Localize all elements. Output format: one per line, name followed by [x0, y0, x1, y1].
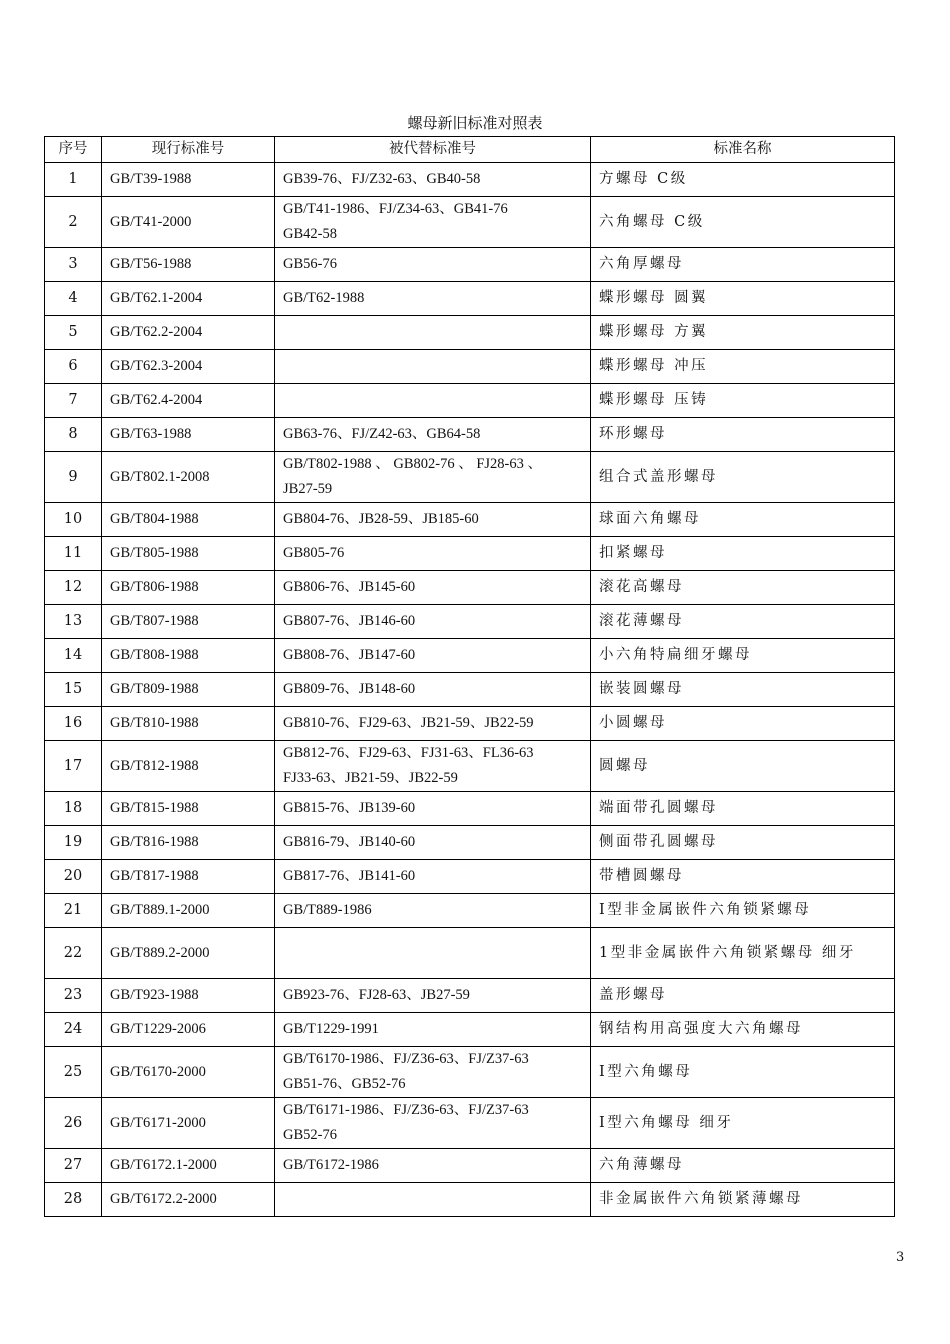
cell-replaced-standard: GB808-76、JB147-60 [275, 639, 591, 673]
cell-standard-name: 圆螺母 [591, 741, 895, 792]
cell-replaced-standard: GB804-76、JB28-59、JB185-60 [275, 503, 591, 537]
cell-replaced-standard [275, 316, 591, 350]
cell-standard-name: 方螺母 C级 [591, 163, 895, 197]
cell-serial: 3 [45, 248, 102, 282]
cell-serial: 8 [45, 418, 102, 452]
table-row [45, 1183, 895, 1217]
cell-current-standard: GB/T809-1988 [102, 673, 275, 707]
cell-replaced-standard [275, 1183, 591, 1217]
cell-replaced-standard: GB810-76、FJ29-63、JB21-59、JB22-59 [275, 707, 591, 741]
cell-serial: 24 [45, 1013, 102, 1047]
cell-standard-name: 盖形螺母 [591, 979, 895, 1013]
cell-standard-name: Ⅰ型非金属嵌件六角锁紧螺母 [591, 894, 895, 928]
cell-standard-name: 端面带孔圆螺母 [591, 792, 895, 826]
cell-standard-name: 滚花薄螺母 [591, 605, 895, 639]
cell-serial: 26 [45, 1098, 102, 1149]
cell-serial: 1 [45, 163, 102, 197]
cell-serial: 25 [45, 1047, 102, 1098]
table-row [45, 979, 895, 1013]
table-row [45, 1013, 895, 1047]
cell-serial: 28 [45, 1183, 102, 1217]
cell-replaced-standard: GB816-79、JB140-60 [275, 826, 591, 860]
cell-serial: 11 [45, 537, 102, 571]
cell-serial: 21 [45, 894, 102, 928]
table-row [45, 282, 895, 316]
cell-current-standard: GB/T62.2-2004 [102, 316, 275, 350]
cell-replaced-standard: GB/T6171-1986、FJ/Z36-63、FJ/Z37-63 GB52-76 [275, 1098, 591, 1149]
cell-current-standard: GB/T815-1988 [102, 792, 275, 826]
cell-standard-name: 扣紧螺母 [591, 537, 895, 571]
cell-standard-name: Ⅰ型六角螺母 细牙 [591, 1098, 895, 1149]
cell-replaced-standard: GB805-76 [275, 537, 591, 571]
cell-replaced-standard: GB807-76、JB146-60 [275, 605, 591, 639]
cell-serial: 6 [45, 350, 102, 384]
table-row [45, 384, 895, 418]
cell-serial: 15 [45, 673, 102, 707]
cell-serial: 22 [45, 928, 102, 979]
cell-current-standard: GB/T6171-2000 [102, 1098, 275, 1149]
table-row [45, 418, 895, 452]
table-row [45, 1047, 895, 1098]
header-standard-name: 标准名称 [591, 137, 895, 163]
cell-standard-name: 六角薄螺母 [591, 1149, 895, 1183]
cell-standard-name: 六角厚螺母 [591, 248, 895, 282]
cell-current-standard: GB/T817-1988 [102, 860, 275, 894]
cell-replaced-standard: GB56-76 [275, 248, 591, 282]
cell-replaced-standard: GB815-76、JB139-60 [275, 792, 591, 826]
table-row [45, 605, 895, 639]
cell-serial: 18 [45, 792, 102, 826]
cell-serial: 9 [45, 452, 102, 503]
cell-current-standard: GB/T812-1988 [102, 741, 275, 792]
cell-replaced-standard: GB923-76、FJ28-63、JB27-59 [275, 979, 591, 1013]
cell-replaced-standard: GB/T1229-1991 [275, 1013, 591, 1047]
cell-replaced-standard [275, 384, 591, 418]
cell-current-standard: GB/T6172.2-2000 [102, 1183, 275, 1217]
cell-replaced-standard: GB817-76、JB141-60 [275, 860, 591, 894]
cell-current-standard: GB/T806-1988 [102, 571, 275, 605]
table-body [45, 163, 895, 1217]
cell-current-standard: GB/T889.1-2000 [102, 894, 275, 928]
cell-standard-name: 六角螺母 C级 [591, 197, 895, 248]
table-row [45, 316, 895, 350]
cell-replaced-standard: GB812-76、FJ29-63、FJ31-63、FL36-63 FJ33-63、JB21-59、JB22-59 [275, 741, 591, 792]
table-row [45, 537, 895, 571]
table-row [45, 639, 895, 673]
cell-replaced-standard: GB63-76、FJ/Z42-63、GB64-58 [275, 418, 591, 452]
table-row [45, 248, 895, 282]
table-header-row [45, 137, 895, 163]
cell-current-standard: GB/T889.2-2000 [102, 928, 275, 979]
cell-serial: 7 [45, 384, 102, 418]
cell-serial: 23 [45, 979, 102, 1013]
cell-serial: 13 [45, 605, 102, 639]
cell-replaced-standard: GB/T889-1986 [275, 894, 591, 928]
table-row [45, 1098, 895, 1149]
cell-standard-name: Ⅰ型六角螺母 [591, 1047, 895, 1098]
cell-current-standard: GB/T62.1-2004 [102, 282, 275, 316]
cell-current-standard: GB/T1229-2006 [102, 1013, 275, 1047]
cell-current-standard: GB/T804-1988 [102, 503, 275, 537]
cell-standard-name: 1型非金属嵌件六角锁紧螺母 细牙 [591, 928, 895, 979]
cell-replaced-standard: GB/T62-1988 [275, 282, 591, 316]
table-row [45, 792, 895, 826]
cell-replaced-standard: GB809-76、JB148-60 [275, 673, 591, 707]
cell-current-standard: GB/T810-1988 [102, 707, 275, 741]
cell-serial: 4 [45, 282, 102, 316]
table-row [45, 860, 895, 894]
cell-serial: 12 [45, 571, 102, 605]
table-row [45, 163, 895, 197]
cell-current-standard: GB/T808-1988 [102, 639, 275, 673]
cell-serial: 20 [45, 860, 102, 894]
cell-standard-name: 组合式盖形螺母 [591, 452, 895, 503]
cell-serial: 10 [45, 503, 102, 537]
cell-current-standard: GB/T41-2000 [102, 197, 275, 248]
table-row [45, 452, 895, 503]
cell-current-standard: GB/T39-1988 [102, 163, 275, 197]
cell-current-standard: GB/T923-1988 [102, 979, 275, 1013]
table-row [45, 894, 895, 928]
cell-current-standard: GB/T56-1988 [102, 248, 275, 282]
header-replaced-standard: 被代替标准号 [275, 137, 591, 163]
cell-current-standard: GB/T807-1988 [102, 605, 275, 639]
table-row [45, 1149, 895, 1183]
cell-current-standard: GB/T62.3-2004 [102, 350, 275, 384]
cell-serial: 19 [45, 826, 102, 860]
cell-standard-name: 蝶形螺母 圆翼 [591, 282, 895, 316]
cell-standard-name: 蝶形螺母 冲压 [591, 350, 895, 384]
cell-serial: 2 [45, 197, 102, 248]
cell-replaced-standard [275, 928, 591, 979]
header-serial: 序号 [45, 137, 102, 163]
standards-table [44, 136, 895, 1217]
cell-replaced-standard: GB/T6170-1986、FJ/Z36-63、FJ/Z37-63 GB51-76、GB52-76 [275, 1047, 591, 1098]
table-row [45, 503, 895, 537]
cell-standard-name: 带槽圆螺母 [591, 860, 895, 894]
document-title: 螺母新旧标准对照表 [407, 114, 543, 132]
cell-standard-name: 滚花高螺母 [591, 571, 895, 605]
table-row [45, 571, 895, 605]
cell-replaced-standard: GB/T6172-1986 [275, 1149, 591, 1183]
table-row [45, 928, 895, 979]
cell-serial: 27 [45, 1149, 102, 1183]
cell-current-standard: GB/T63-1988 [102, 418, 275, 452]
cell-current-standard: GB/T62.4-2004 [102, 384, 275, 418]
table-row [45, 350, 895, 384]
cell-current-standard: GB/T805-1988 [102, 537, 275, 571]
table-row [45, 673, 895, 707]
cell-replaced-standard: GB/T41-1986、FJ/Z34-63、GB41-76 GB42-58 [275, 197, 591, 248]
table-row [45, 826, 895, 860]
cell-serial: 16 [45, 707, 102, 741]
cell-replaced-standard: GB806-76、JB145-60 [275, 571, 591, 605]
cell-current-standard: GB/T6172.1-2000 [102, 1149, 275, 1183]
cell-standard-name: 蝶形螺母 压铸 [591, 384, 895, 418]
cell-replaced-standard: GB/T802-1988 、 GB802-76 、 FJ28-63 、 JB27-59 [275, 452, 591, 503]
cell-current-standard: GB/T816-1988 [102, 826, 275, 860]
cell-current-standard: GB/T802.1-2008 [102, 452, 275, 503]
table-row [45, 707, 895, 741]
table-row [45, 197, 895, 248]
cell-serial: 5 [45, 316, 102, 350]
cell-serial: 17 [45, 741, 102, 792]
cell-current-standard: GB/T6170-2000 [102, 1047, 275, 1098]
cell-standard-name: 钢结构用高强度大六角螺母 [591, 1013, 895, 1047]
table-row [45, 741, 895, 792]
cell-standard-name: 环形螺母 [591, 418, 895, 452]
cell-standard-name: 球面六角螺母 [591, 503, 895, 537]
cell-replaced-standard: GB39-76、FJ/Z32-63、GB40-58 [275, 163, 591, 197]
header-current-standard: 现行标准号 [102, 137, 275, 163]
page-number: 3 [896, 1250, 905, 1265]
cell-standard-name: 小六角特扁细牙螺母 [591, 639, 895, 673]
cell-standard-name: 侧面带孔圆螺母 [591, 826, 895, 860]
cell-standard-name: 蝶形螺母 方翼 [591, 316, 895, 350]
cell-standard-name: 小圆螺母 [591, 707, 895, 741]
cell-standard-name: 非金属嵌件六角锁紧薄螺母 [591, 1183, 895, 1217]
cell-replaced-standard [275, 350, 591, 384]
cell-serial: 14 [45, 639, 102, 673]
cell-standard-name: 嵌装圆螺母 [591, 673, 895, 707]
